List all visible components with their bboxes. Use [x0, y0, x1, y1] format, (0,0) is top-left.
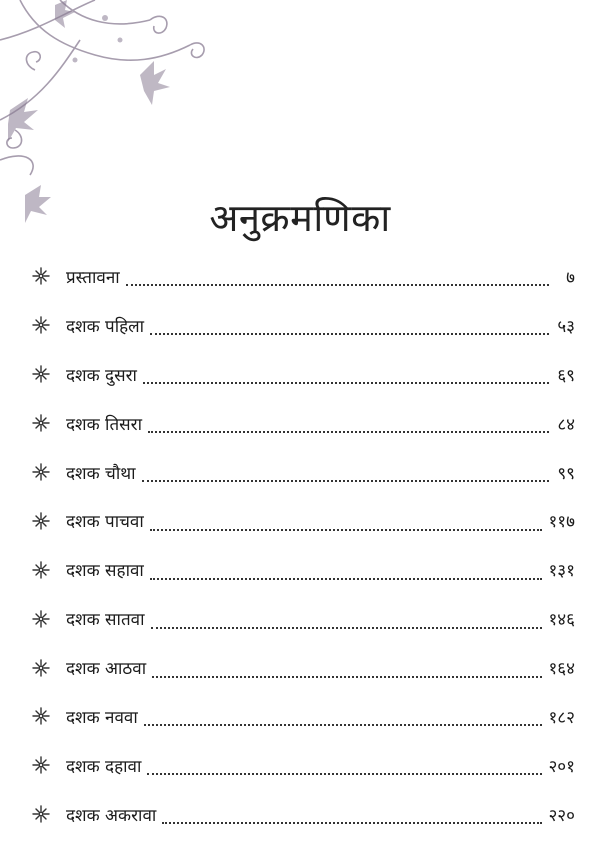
toc-entry[interactable]	[30, 790, 575, 839]
dot-leader	[142, 474, 549, 482]
dot-leader	[126, 278, 549, 286]
toc-entry-label: दशक चौथा	[66, 463, 136, 484]
toc-entry-label: दशक आठवा	[66, 659, 147, 680]
dot-leader	[162, 816, 542, 824]
toc-page-number: ९९	[557, 463, 575, 484]
asterisk-bullet-icon	[30, 363, 52, 385]
toc-entry[interactable]	[30, 545, 575, 594]
asterisk-bullet-icon	[30, 608, 52, 630]
toc-entry[interactable]	[30, 692, 575, 741]
asterisk-bullet-icon	[30, 314, 52, 336]
asterisk-bullet-icon	[30, 265, 52, 287]
toc-entry[interactable]	[30, 399, 575, 448]
toc-page-number: ११७	[548, 512, 575, 533]
dot-leader	[150, 523, 543, 531]
toc-entry-label: दशक दहावा	[66, 756, 142, 777]
asterisk-bullet-icon	[30, 705, 52, 727]
dot-leader	[152, 670, 542, 678]
asterisk-bullet-icon	[30, 657, 52, 679]
dot-leader	[147, 767, 542, 775]
toc-entry-label: दशक अकरावा	[66, 805, 157, 826]
toc-entry-label: दशक पाचवा	[66, 512, 144, 533]
dot-leader	[144, 718, 543, 726]
asterisk-bullet-icon	[30, 461, 52, 483]
asterisk-bullet-icon	[30, 559, 52, 581]
dot-leader	[148, 425, 549, 433]
toc-entry[interactable]	[30, 252, 575, 301]
toc-page-number: १६४	[548, 659, 575, 680]
toc-entry-label: दशक दुसरा	[66, 365, 137, 386]
toc-entry-label: दशक सातवा	[66, 610, 145, 631]
toc-page-number: ५३	[557, 316, 575, 337]
toc-page-number: ८४	[557, 414, 575, 435]
dot-leader	[150, 327, 549, 335]
toc-list	[30, 252, 575, 839]
toc-page-number: १३१	[548, 561, 575, 582]
toc-entry-label: दशक पहिला	[66, 316, 145, 337]
toc-page-number: २२०	[548, 805, 575, 826]
toc-entry-label: दशक तिसरा	[66, 414, 142, 435]
toc-page-number: ६९	[557, 365, 575, 386]
toc-entry[interactable]	[30, 350, 575, 399]
dot-leader	[151, 621, 543, 629]
toc-entry[interactable]	[30, 301, 575, 350]
toc-entry[interactable]	[30, 448, 575, 497]
toc-entry[interactable]	[30, 496, 575, 545]
asterisk-bullet-icon	[30, 803, 52, 825]
toc-entry[interactable]	[30, 741, 575, 790]
toc-page-number: २०१	[548, 756, 575, 777]
dot-leader	[150, 572, 543, 580]
toc-page-number: १४६	[548, 610, 575, 631]
toc-entry-label: दशक नववा	[66, 707, 138, 728]
toc-page-number: ७	[566, 267, 575, 288]
asterisk-bullet-icon	[30, 754, 52, 776]
page-title: अनुक्रमणिका	[209, 196, 391, 241]
toc-entry[interactable]	[30, 594, 575, 643]
asterisk-bullet-icon	[30, 412, 52, 434]
dot-leader	[143, 376, 549, 384]
toc-entry-label: प्रस्तावना	[66, 267, 120, 288]
toc-entry[interactable]	[30, 643, 575, 692]
asterisk-bullet-icon	[30, 510, 52, 532]
toc-page-number: १८२	[548, 707, 575, 728]
toc-entry-label: दशक सहावा	[66, 561, 144, 582]
